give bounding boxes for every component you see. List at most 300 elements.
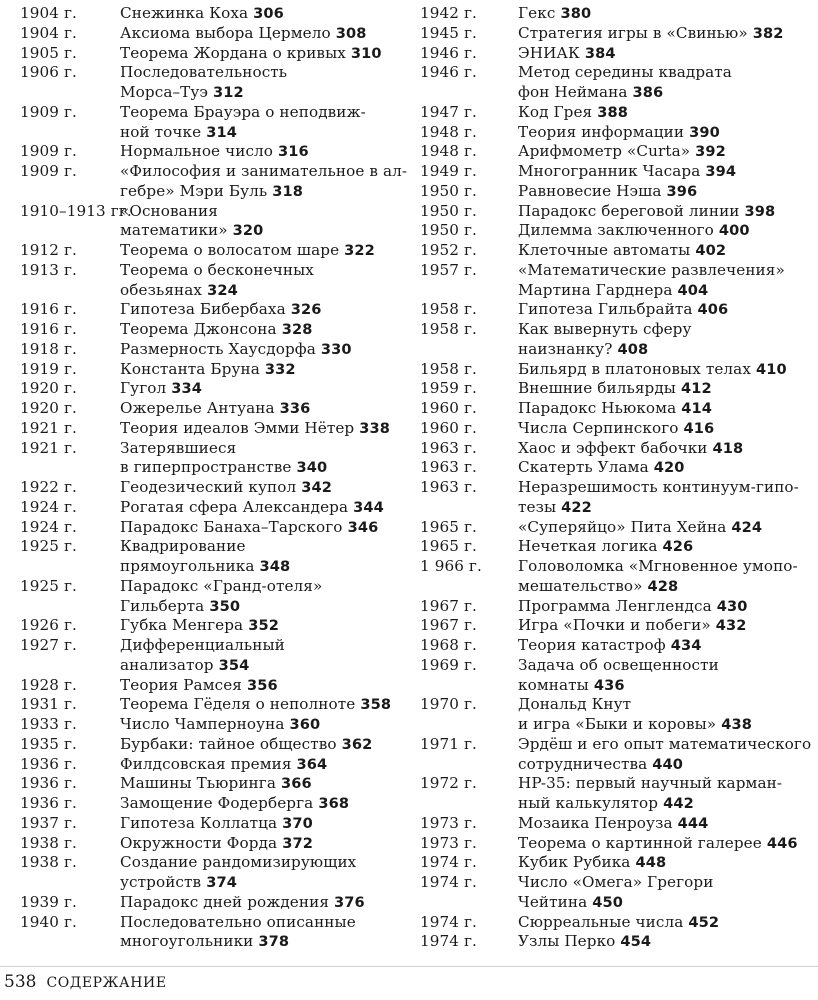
entry-title-line bbox=[518, 4, 816, 24]
toc-entry bbox=[420, 853, 816, 873]
entry-title-line bbox=[120, 834, 420, 854]
entry-title-text: Последовательность bbox=[120, 63, 288, 82]
entry-title-text: Рогатая сфера Александера bbox=[120, 497, 349, 516]
entry-year: 1942 г. bbox=[420, 4, 477, 22]
entry-title-line bbox=[518, 241, 816, 261]
entry-page-number: 402 bbox=[695, 242, 727, 259]
entry-title bbox=[120, 498, 420, 518]
entry-title bbox=[518, 24, 816, 44]
entry-title-text: Как вывернуть сферу bbox=[518, 320, 692, 338]
entry-year: 1910–1913 гг. bbox=[20, 201, 132, 220]
entry-title-text: Теорема о бесконечных bbox=[120, 260, 314, 279]
entry-title-text: Теория информации bbox=[518, 122, 685, 141]
entry-title-text: обезьянах bbox=[120, 280, 203, 299]
entry-title bbox=[518, 853, 816, 873]
entry-title-line bbox=[120, 814, 420, 834]
entry-title-text: Сюрреальные числа bbox=[518, 912, 684, 931]
entry-page-number: 318 bbox=[272, 182, 304, 200]
entry-title-text: сотрудничества bbox=[518, 754, 648, 773]
page-footer bbox=[4, 972, 167, 992]
entry-title-line bbox=[518, 636, 816, 656]
entry-title bbox=[518, 123, 816, 143]
entry-year: 1936 г. bbox=[20, 794, 77, 812]
entry-page-number: 320 bbox=[232, 222, 264, 240]
entry-title-text: Дилемма заключенного bbox=[518, 221, 714, 240]
entry-title bbox=[518, 360, 816, 380]
entry-title-text: математики» bbox=[120, 221, 228, 240]
entry-title bbox=[518, 379, 816, 399]
entry-title bbox=[120, 774, 420, 794]
entry-title-text: Константа Бруна bbox=[120, 359, 260, 378]
entry-title bbox=[518, 142, 816, 162]
entry-page-number: 428 bbox=[647, 577, 679, 595]
entry-title-text: Аксиома выбора Цермело bbox=[120, 23, 331, 42]
entry-title bbox=[518, 162, 816, 182]
entry-title bbox=[120, 913, 420, 953]
entry-title-line bbox=[518, 518, 816, 538]
entry-title bbox=[120, 616, 420, 636]
entry-title bbox=[518, 636, 816, 656]
entry-title bbox=[120, 142, 420, 162]
entry-year: 1925 г. bbox=[20, 576, 77, 595]
entry-year: 1968 г. bbox=[420, 636, 477, 654]
entry-title bbox=[120, 202, 420, 242]
entry-title-line bbox=[518, 814, 816, 834]
entry-year: 1965 г. bbox=[420, 517, 477, 536]
entry-page-number: 312 bbox=[213, 84, 244, 101]
toc-entry bbox=[20, 360, 420, 380]
entry-title-text: анализатор bbox=[120, 655, 214, 674]
entry-page-number: 424 bbox=[731, 518, 763, 536]
toc-entry bbox=[420, 162, 816, 182]
toc-entry bbox=[420, 735, 816, 775]
entry-page-number: 448 bbox=[635, 854, 667, 872]
toc-entry bbox=[20, 774, 420, 794]
entry-title bbox=[518, 597, 816, 617]
entry-title-line bbox=[120, 340, 420, 360]
entry-title-line bbox=[518, 774, 816, 794]
entry-title-line bbox=[120, 478, 420, 498]
entry-page-number: 322 bbox=[344, 242, 375, 259]
entry-page-number: 406 bbox=[697, 301, 729, 319]
toc-entry bbox=[20, 419, 420, 439]
toc-entry bbox=[20, 715, 420, 735]
entry-title-line bbox=[120, 261, 420, 281]
entry-year: 1922 г. bbox=[20, 478, 77, 496]
entry-title-text: Неразрешимость континуум-гипо- bbox=[518, 478, 799, 496]
entry-title-line bbox=[518, 695, 816, 715]
entry-title-text: Нечеткая логика bbox=[518, 537, 658, 556]
entry-page-number: 326 bbox=[290, 301, 322, 319]
entry-title-line bbox=[120, 419, 420, 439]
entry-title-line bbox=[518, 182, 816, 202]
entry-year: 1963 г. bbox=[420, 438, 477, 457]
toc-entry bbox=[420, 360, 816, 380]
entry-title-line bbox=[518, 913, 816, 933]
entry-title-text: Узлы Перко bbox=[518, 932, 616, 951]
entry-title-text: и игра «Быки и коровы» bbox=[518, 715, 717, 733]
entry-title bbox=[120, 63, 420, 103]
entry-title-text: ный калькулятор bbox=[518, 794, 659, 812]
entry-title bbox=[120, 24, 420, 44]
entry-page-number: 432 bbox=[715, 617, 747, 635]
entry-page-number: 328 bbox=[281, 321, 313, 338]
toc-entry bbox=[420, 458, 816, 478]
entry-title bbox=[120, 636, 420, 676]
entry-year: 1921 г. bbox=[20, 438, 77, 457]
entry-title bbox=[120, 735, 420, 755]
entry-title-text: Затерявшиеся bbox=[120, 438, 237, 457]
toc-entry bbox=[420, 241, 816, 261]
entry-title bbox=[518, 518, 816, 538]
toc-entry bbox=[20, 103, 420, 143]
entry-title-text: Числа Серпинского bbox=[518, 418, 679, 437]
entry-title-line bbox=[518, 676, 816, 696]
entry-title-text: Теорема о волосатом шаре bbox=[120, 241, 340, 259]
entry-page-number: 388 bbox=[597, 103, 628, 121]
toc-entry bbox=[420, 142, 816, 162]
entry-title-text: Многогранник Часара bbox=[518, 162, 701, 180]
entry-title-line bbox=[120, 281, 420, 301]
entry-year: 1924 г. bbox=[20, 497, 77, 516]
toc-entry bbox=[20, 498, 420, 518]
entry-page-number: 412 bbox=[680, 380, 712, 398]
entry-title bbox=[120, 360, 420, 380]
toc-entry bbox=[20, 834, 420, 854]
entry-title-text: «Суперяйцо» Пита Хейна bbox=[518, 517, 727, 536]
entry-title-line bbox=[518, 735, 816, 755]
toc-entry bbox=[420, 873, 816, 913]
entry-title-text: Парадокс дней рождения bbox=[120, 892, 330, 911]
entry-title bbox=[120, 44, 420, 64]
entry-title bbox=[518, 419, 816, 439]
entry-year: 1950 г. bbox=[420, 181, 477, 200]
entry-title-line bbox=[518, 399, 816, 419]
entry-page-number: 438 bbox=[721, 716, 752, 733]
entry-title-text: Последовательно описанные bbox=[120, 912, 356, 931]
toc-entry bbox=[20, 241, 420, 261]
entry-page-number: 450 bbox=[592, 893, 624, 911]
entry-year: 1971 г. bbox=[420, 734, 477, 753]
entry-year: 1909 г. bbox=[20, 102, 77, 121]
toc-right-column bbox=[420, 4, 816, 952]
entry-title-line bbox=[120, 518, 420, 538]
entry-title-line bbox=[120, 597, 420, 617]
entry-title-line bbox=[518, 123, 816, 143]
toc-entry bbox=[20, 399, 420, 419]
entry-page-number: 452 bbox=[688, 913, 720, 931]
entry-year: 1925 г. bbox=[20, 537, 77, 556]
toc-entry bbox=[20, 24, 420, 44]
entry-page-number: 394 bbox=[705, 163, 737, 180]
toc-entry bbox=[420, 379, 816, 399]
entry-title-text: Гекс bbox=[518, 4, 556, 22]
entry-year: 1912 г. bbox=[20, 241, 77, 259]
entry-page-number: 370 bbox=[282, 814, 313, 832]
entry-year: 1973 г. bbox=[420, 813, 477, 832]
entry-title-text: ЭНИАК bbox=[518, 43, 580, 62]
entry-year: 1957 г. bbox=[420, 260, 477, 279]
toc-entry bbox=[20, 676, 420, 696]
entry-title-line bbox=[120, 774, 420, 794]
entry-year: 1919 г. bbox=[20, 359, 77, 378]
entry-title bbox=[518, 774, 816, 814]
entry-year: 1928 г. bbox=[20, 675, 77, 694]
entry-title-line bbox=[120, 360, 420, 380]
toc-entry bbox=[20, 142, 420, 162]
entry-title-line bbox=[518, 44, 816, 64]
entry-title-line bbox=[518, 419, 816, 439]
entry-page-number: 362 bbox=[341, 735, 373, 753]
toc-entry bbox=[20, 202, 420, 242]
entry-title-line bbox=[518, 221, 816, 241]
entry-title bbox=[518, 932, 816, 952]
entry-page-number: 376 bbox=[334, 893, 365, 911]
entry-year: 1950 г. bbox=[420, 201, 477, 220]
entry-title bbox=[518, 182, 816, 202]
entry-year: 1969 г. bbox=[420, 655, 477, 674]
entry-page-number: 358 bbox=[360, 696, 392, 714]
entry-title-text: Программа Ленглендса bbox=[518, 596, 712, 615]
entry-title-text: Дональд Кнут bbox=[518, 695, 632, 714]
toc-entry bbox=[20, 44, 420, 64]
entry-title-line bbox=[120, 616, 420, 636]
entry-page-number: 330 bbox=[320, 340, 352, 358]
entry-title-line bbox=[120, 893, 420, 913]
entry-title bbox=[120, 715, 420, 735]
entry-title-line bbox=[518, 379, 816, 399]
toc-entry bbox=[20, 162, 420, 202]
toc-entry bbox=[420, 4, 816, 24]
entry-title-line bbox=[120, 735, 420, 755]
entry-title-line bbox=[518, 715, 816, 735]
toc-entry bbox=[420, 695, 816, 735]
entry-page-number: 378 bbox=[258, 933, 290, 951]
entry-page-number: 440 bbox=[652, 755, 684, 773]
entry-year: 1920 г. bbox=[20, 399, 77, 417]
entry-title-line bbox=[120, 320, 420, 340]
entry-page-number: 338 bbox=[359, 419, 391, 437]
entry-title-line bbox=[518, 853, 816, 873]
entry-title-text: тезы bbox=[518, 497, 557, 516]
entry-page-number: 446 bbox=[766, 834, 798, 852]
entry-page-number: 310 bbox=[350, 44, 382, 62]
toc-entry bbox=[420, 261, 816, 301]
toc-entry bbox=[20, 893, 420, 913]
entry-page-number: 368 bbox=[318, 795, 350, 812]
entry-page-number: 390 bbox=[689, 123, 720, 141]
toc-entry bbox=[420, 814, 816, 834]
entry-title-text: Филдсовская премия bbox=[120, 754, 292, 773]
entry-page-number: 442 bbox=[663, 795, 694, 812]
entry-title bbox=[120, 676, 420, 696]
entry-page-number: 418 bbox=[712, 439, 744, 457]
entry-title-line bbox=[120, 537, 420, 557]
entry-title bbox=[120, 241, 420, 261]
entry-page-number: 366 bbox=[281, 775, 312, 793]
entry-title-line bbox=[518, 537, 816, 557]
toc-entry bbox=[20, 814, 420, 834]
entry-title-line bbox=[120, 676, 420, 696]
entry-title-line bbox=[518, 103, 816, 123]
entry-year: 1918 г. bbox=[20, 339, 77, 358]
toc-entry bbox=[20, 518, 420, 538]
entry-title bbox=[120, 814, 420, 834]
entry-title-line bbox=[120, 755, 420, 775]
entry-title-line bbox=[518, 300, 816, 320]
toc-entry bbox=[20, 63, 420, 103]
toc-entry bbox=[20, 478, 420, 498]
entry-title-text: Гильберта bbox=[120, 596, 205, 615]
toc-entry bbox=[420, 913, 816, 933]
entry-title-text: Метод середины квадрата bbox=[518, 63, 732, 82]
toc-entry bbox=[420, 103, 816, 123]
entry-title-line bbox=[120, 103, 420, 123]
toc-entry bbox=[420, 656, 816, 696]
entry-title bbox=[120, 162, 420, 202]
entry-year: 1904 г. bbox=[20, 4, 77, 22]
entry-title bbox=[120, 379, 420, 399]
entry-year: 1916 г. bbox=[20, 320, 77, 338]
entry-year: 1974 г. bbox=[420, 873, 477, 891]
entry-page-number: 392 bbox=[695, 143, 726, 161]
entry-title-line bbox=[120, 439, 420, 459]
entry-title-text: Парадокс «Гранд-отеля» bbox=[120, 576, 323, 595]
toc-entry bbox=[20, 695, 420, 715]
entry-title-line bbox=[518, 616, 816, 636]
entry-page-number: 334 bbox=[171, 380, 203, 398]
toc-entry bbox=[20, 755, 420, 775]
entry-title-line bbox=[120, 932, 420, 952]
entry-page-number: 414 bbox=[681, 400, 713, 417]
entry-title bbox=[120, 399, 420, 419]
entry-year: 1916 г. bbox=[20, 300, 77, 319]
entry-page-number: 386 bbox=[632, 84, 664, 101]
entry-title-line bbox=[518, 557, 816, 577]
entry-page-number: 434 bbox=[670, 637, 702, 654]
entry-title-line bbox=[518, 873, 816, 893]
entry-page-number: 410 bbox=[756, 360, 787, 378]
entry-title-line bbox=[120, 715, 420, 735]
entry-title-line bbox=[120, 44, 420, 64]
entry-title-line bbox=[120, 142, 420, 162]
toc-entry bbox=[20, 537, 420, 577]
entry-year: 1960 г. bbox=[420, 418, 477, 437]
toc-entry bbox=[20, 616, 420, 636]
entry-title-text: Бурбаки: тайное общество bbox=[120, 734, 337, 753]
toc-entry bbox=[420, 24, 816, 44]
entry-page-number: 332 bbox=[264, 360, 296, 378]
entry-title-text: Мозаика Пенроуза bbox=[518, 813, 673, 832]
entry-title-text: Парадокс Ньюкома bbox=[518, 399, 677, 417]
entry-title-text: Морса–Туэ bbox=[120, 83, 209, 101]
entry-title bbox=[518, 63, 816, 103]
toc-entry bbox=[420, 932, 816, 952]
entry-title-line bbox=[518, 478, 816, 498]
entry-title bbox=[120, 340, 420, 360]
entry-title-text: Хаос и эффект бабочки bbox=[518, 438, 708, 457]
toc-entry bbox=[420, 419, 816, 439]
entry-title-text: Код Грея bbox=[518, 102, 593, 121]
entry-year: 1926 г. bbox=[20, 616, 77, 635]
entry-title-line bbox=[518, 794, 816, 814]
entry-title bbox=[120, 261, 420, 301]
page-number: 538 bbox=[4, 972, 37, 992]
entry-year: 1906 г. bbox=[20, 63, 77, 82]
entry-year: 1935 г. bbox=[20, 734, 77, 753]
entry-page-number: 420 bbox=[653, 459, 685, 477]
entry-title-line bbox=[120, 24, 420, 44]
entry-page-number: 350 bbox=[209, 597, 241, 615]
entry-year: 1949 г. bbox=[420, 162, 477, 180]
entry-page-number: 426 bbox=[662, 538, 694, 556]
toc-entry bbox=[420, 182, 816, 202]
entry-year: 1958 г. bbox=[420, 359, 477, 378]
entry-title bbox=[518, 537, 816, 557]
entry-title bbox=[518, 814, 816, 834]
entry-page-number: 342 bbox=[301, 479, 333, 496]
entry-page-number: 348 bbox=[259, 558, 291, 575]
entry-title-line bbox=[518, 83, 816, 103]
toc-entry bbox=[20, 340, 420, 360]
entry-title bbox=[518, 241, 816, 261]
entry-page-number: 336 bbox=[279, 400, 311, 417]
entry-title-text: ной точке bbox=[120, 122, 202, 141]
entry-title-line bbox=[518, 24, 816, 44]
entry-title-line bbox=[120, 300, 420, 320]
entry-year: 1936 г. bbox=[20, 774, 77, 793]
entry-page-number: 354 bbox=[218, 656, 250, 674]
entry-year: 1965 г. bbox=[420, 537, 477, 556]
entry-title bbox=[120, 794, 420, 814]
entry-title-line bbox=[120, 853, 420, 873]
entry-title-text: Мартина Гарднера bbox=[518, 280, 673, 299]
entry-title-text: Эрдёш и его опыт математического bbox=[518, 734, 812, 753]
entry-title-line bbox=[120, 577, 420, 597]
entry-year: 1945 г. bbox=[420, 23, 477, 42]
entry-title-text: фон Неймана bbox=[518, 83, 628, 101]
entry-year: 1948 г. bbox=[420, 142, 477, 161]
entry-title bbox=[120, 4, 420, 24]
entry-year: 1939 г. bbox=[20, 892, 77, 911]
entry-year: 1952 г. bbox=[420, 241, 477, 259]
entry-title-text: «Основания bbox=[120, 201, 218, 220]
entry-title-text: Головоломка «Мгновенное умопо- bbox=[518, 557, 798, 575]
entry-title-text: Теория Рамсея bbox=[120, 675, 242, 694]
entry-title-text: устройств bbox=[120, 873, 202, 891]
entry-year: 1958 г. bbox=[420, 300, 477, 319]
entry-year: 1940 г. bbox=[20, 912, 77, 931]
toc-entry bbox=[420, 557, 816, 597]
entry-title-text: Гипотеза Гильбрайта bbox=[518, 300, 693, 319]
entry-page-number: 340 bbox=[296, 459, 328, 477]
toc-entry bbox=[20, 853, 420, 893]
entry-page-number: 436 bbox=[593, 676, 625, 694]
entry-title bbox=[120, 834, 420, 854]
entry-page-number: 430 bbox=[716, 597, 748, 615]
entry-title-text: Гугол bbox=[120, 379, 167, 398]
toc-entry bbox=[420, 834, 816, 854]
toc-entry bbox=[20, 261, 420, 301]
entry-page-number: 384 bbox=[584, 44, 616, 62]
entry-title-text: Арифмометр «Curta» bbox=[518, 142, 691, 161]
entry-title-text: «Математические развлечения» bbox=[518, 260, 785, 279]
toc-entry bbox=[420, 537, 816, 557]
entry-page-number: 344 bbox=[353, 498, 384, 516]
entry-year: 1963 г. bbox=[420, 478, 477, 496]
entry-page-number: 416 bbox=[683, 419, 715, 437]
entry-title-line bbox=[120, 162, 420, 182]
